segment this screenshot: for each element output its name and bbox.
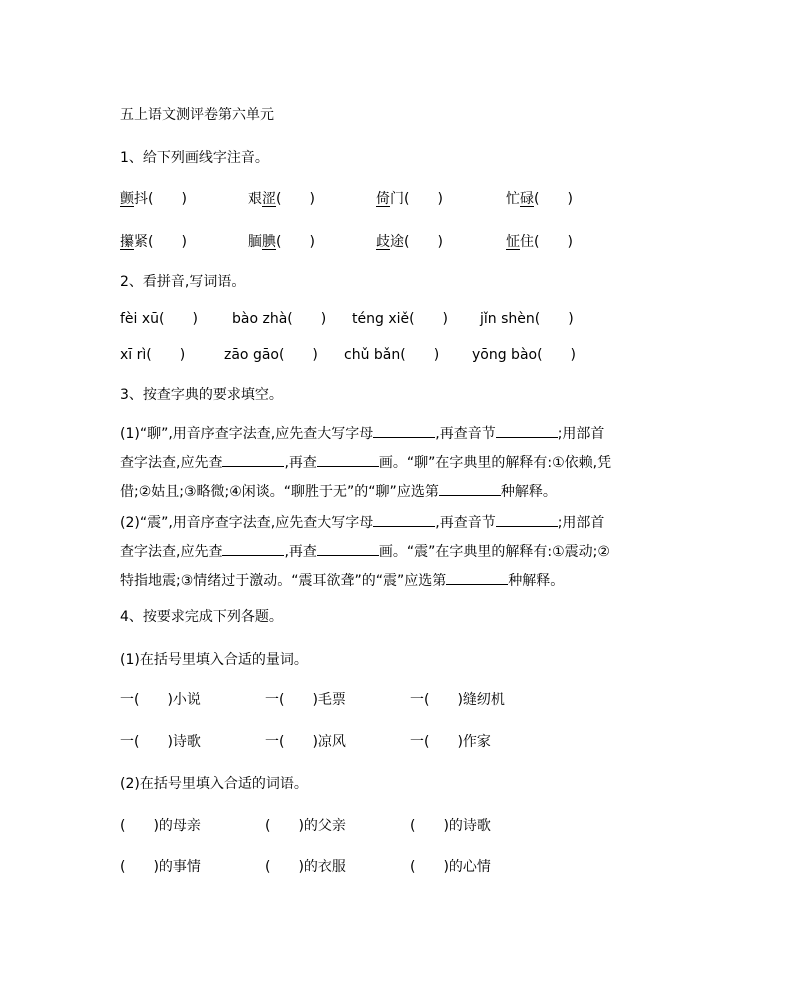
answer-blank[interactable] (373, 423, 435, 438)
answer-blank[interactable] (439, 481, 501, 496)
q1-item: 倚门( ) (376, 191, 443, 207)
q1-heading: 1、给下列画线字注音。 (120, 150, 269, 166)
q4-item: ( )的心情 (410, 859, 491, 875)
q1-item: 歧途( ) (376, 234, 443, 250)
q3-heading: 3、按查字典的要求填空。 (120, 387, 283, 403)
q4-item: 一( )作家 (410, 734, 491, 750)
q3-paragraph-2: (2)“震”,用音序查字法查,应先查大写字母 ,再查音节 ;用部首 查字法查,应先查 ,再查 画。“震”在字典里的解释有:①震动;② 特指地震;③情绪过于激动。“震耳欲聋”的“震”应选第 种解释。 (120, 509, 670, 596)
q4-heading: 4、按要求完成下列各题。 (120, 609, 283, 625)
q4-item: 一( )缝纫机 (410, 692, 505, 708)
q1-item: 攥紧( ) (120, 234, 187, 250)
q4-item: ( )的诗歌 (410, 818, 491, 834)
q1-item: 艰涩( ) (248, 191, 315, 207)
q1-item: 怔住( ) (506, 234, 573, 250)
q2-item: xī rì( ) (120, 347, 186, 363)
answer-blank[interactable] (373, 512, 435, 527)
q2-item: jǐn shèn( ) (480, 311, 574, 327)
q4-item: ( )的父亲 (265, 818, 346, 834)
q2-item: fèi xū( ) (120, 311, 198, 327)
q4-item: 一( )诗歌 (120, 734, 201, 750)
answer-blank[interactable] (222, 541, 284, 556)
answer-blank[interactable] (317, 541, 379, 556)
answer-blank[interactable] (317, 452, 379, 467)
q1-item: 颤抖( ) (120, 191, 187, 207)
q2-item: chǔ bǎn( ) (344, 347, 440, 363)
q4-item: 一( )凉风 (265, 734, 346, 750)
answer-blank[interactable] (496, 423, 558, 438)
q2-item: téng xiě( ) (352, 311, 449, 327)
q2-item: yōng bào( ) (472, 347, 577, 363)
q1-item: 忙碌( ) (506, 191, 573, 207)
q1-item: 腼腆( ) (248, 234, 315, 250)
q3-paragraph-1: (1)“聊”,用音序查字法查,应先查大写字母 ,再查音节 ;用部首 查字法查,应先查 ,再查 画。“聊”在字典里的解释有:①依赖,凭 借;②姑且;③略微;④闲谈。“聊胜于无”的“聊”应选第 种解释。 (120, 420, 670, 507)
page-title: 五上语文测评卷第六单元 (120, 107, 274, 123)
q4-item: ( )的事情 (120, 859, 201, 875)
q4-subheading-1: (1)在括号里填入合适的量词。 (120, 652, 308, 668)
answer-blank[interactable] (222, 452, 284, 467)
q4-item: 一( )小说 (120, 692, 201, 708)
q4-item: ( )的衣服 (265, 859, 346, 875)
answer-blank[interactable] (446, 570, 508, 585)
q2-item: bào zhà( ) (232, 311, 327, 327)
q2-item: zāo gāo( ) (224, 347, 318, 363)
q4-subheading-2: (2)在括号里填入合适的词语。 (120, 776, 308, 792)
answer-blank[interactable] (496, 512, 558, 527)
q2-heading: 2、看拼音,写词语。 (120, 274, 246, 290)
q4-item: 一( )毛票 (265, 692, 346, 708)
q4-item: ( )的母亲 (120, 818, 201, 834)
